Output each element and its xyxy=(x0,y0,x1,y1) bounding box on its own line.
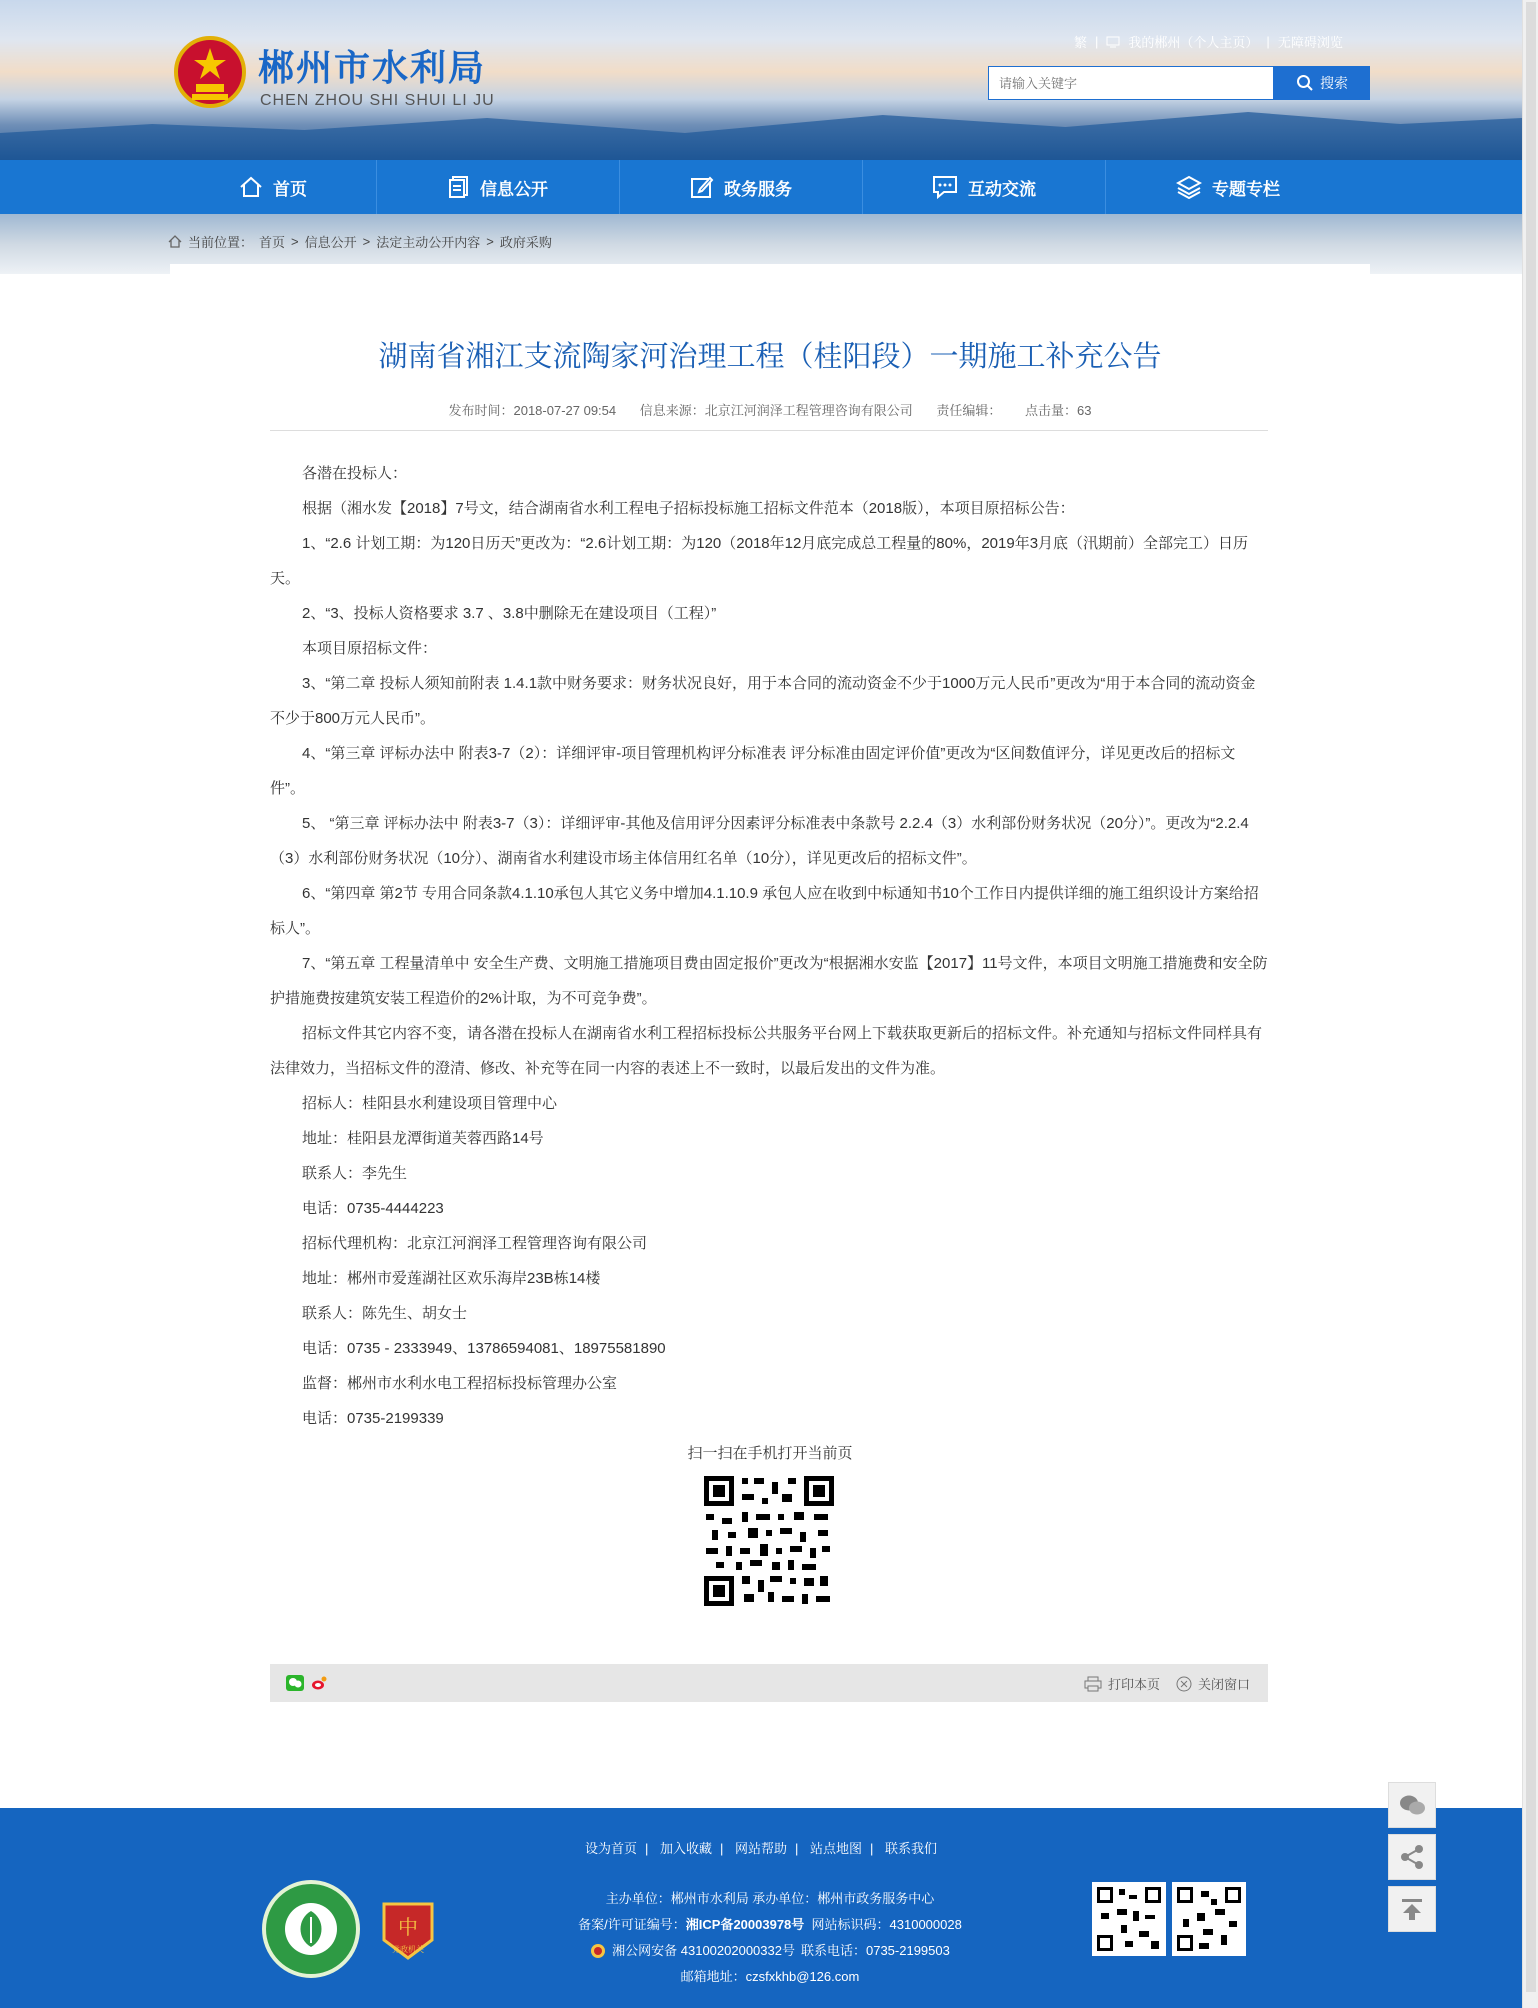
share-icon xyxy=(1399,1844,1425,1870)
my-page-link[interactable]: 我的郴州（个人主页） xyxy=(1128,35,1259,50)
accessibility-link[interactable]: 无障碍浏览 xyxy=(1277,35,1343,50)
scrollbar-thumb[interactable] xyxy=(1526,2,1536,1992)
footer-link-contact[interactable]: 联系我们 xyxy=(885,1841,938,1856)
layers-icon xyxy=(1176,175,1202,199)
close-icon xyxy=(1176,1676,1192,1692)
document-icon xyxy=(448,175,470,199)
paragraph: 4、“第三章 评标办法中 附表3-7（2）：详细评审-项目管理机构评分标准表 评分标准由固定评价值”更改为“区间数值评分，详见更改后的招标文件”。 xyxy=(270,745,1236,797)
footer-email: 邮箱地址：czsfxkhb@126.com xyxy=(680,1969,860,1984)
share-icons xyxy=(286,1675,328,1691)
site-footer xyxy=(0,1808,1522,2008)
footer-info xyxy=(500,1886,1040,1990)
police-record[interactable]: 湘公网安备 43100202000332号 xyxy=(612,1943,795,1958)
paragraph: 地址：郴州市爱莲湖社区欢乐海岸23B栋14楼 xyxy=(302,1270,601,1287)
site-header xyxy=(0,0,1522,160)
arrow-up-icon xyxy=(1399,1896,1425,1922)
search-icon xyxy=(1296,74,1314,92)
breadcrumb-separator: > xyxy=(362,234,371,249)
icp-prefix: 备案/许可证编号： xyxy=(578,1917,686,1932)
breadcrumb-separator: > xyxy=(486,234,494,249)
home-icon xyxy=(239,176,263,198)
svg-text:党政机关: 党政机关 xyxy=(392,1945,424,1954)
qr-code-wechat-icon xyxy=(1092,1882,1166,1956)
divider xyxy=(270,430,1268,431)
wechat-share-icon[interactable] xyxy=(286,1675,304,1691)
paragraph: 电话：0735-2199339 xyxy=(302,1410,444,1427)
nav-label: 专题专栏 xyxy=(1212,179,1280,199)
article-body xyxy=(270,456,1268,1436)
nav-item-info-disclosure[interactable] xyxy=(377,160,619,214)
breadcrumb-item-home[interactable]: 首页 xyxy=(259,235,286,250)
paragraph: 7、“第五章 工程量清单中 安全生产费、文明施工措施项目费由固定报价”更改为“根据湘水安监【2017】11号文件，本项目文明施工措施费和安全防护措施费按建筑安装工程造价的2%计取，为不可竞争费”。 xyxy=(270,955,1268,1007)
footer-links: 设为首页 | 加入收藏 | 网站帮助 | 站点地图 | 联系我们 xyxy=(584,1841,938,1856)
paragraph: 地址：桂阳县龙潭街道芙蓉西路14号 xyxy=(302,1130,544,1147)
host-info: 主办单位：郴州市水利局 承办单位：郴州市政务服务中心 xyxy=(605,1891,935,1906)
paragraph: 招标文件其它内容不变，请各潜在投标人在湖南省水利工程招标投标公共服务平台网上下载获取更新后的招标文件。补充通知与招标文件同样具有法律效力，当招标文件的澄清、修改、补充等在同一内容的表述上不一致时，以最后发出的文件为准。 xyxy=(270,1025,1263,1077)
leaf-icon xyxy=(281,1899,341,1959)
nav-item-home[interactable] xyxy=(170,160,376,214)
paragraph: 联系人：李先生 xyxy=(302,1165,408,1182)
breadcrumb-item-statutory[interactable]: 法定主动公开内容 xyxy=(376,235,481,250)
chat-icon xyxy=(932,175,958,199)
share-bar xyxy=(270,1664,1268,1702)
share-float-button[interactable] xyxy=(1388,1834,1436,1880)
breadcrumb-item-info[interactable]: 信息公开 xyxy=(304,235,357,250)
article-meta xyxy=(270,400,1270,419)
breadcrumb-separator: > xyxy=(291,234,299,249)
police-badge-icon xyxy=(590,1943,606,1959)
qr-caption: 扫一扫在手机打开当前页 xyxy=(687,1445,853,1462)
paragraph: 招标代理机构：北京江河润泽工程管理咨询有限公司 xyxy=(302,1235,648,1252)
nav-item-special-topics[interactable] xyxy=(1106,160,1350,214)
print-links xyxy=(1084,1674,1250,1693)
footer-link-set-home[interactable]: 设为首页 xyxy=(584,1841,637,1856)
paragraph: 1、“2.6 计划工期：为120日历天”更改为：“2.6计划工期：为120（2018年12月底完成总工程量的80%，2019年3月底（汛期前）全部完工）日历天。 xyxy=(270,535,1249,587)
nav-label: 首页 xyxy=(273,179,307,199)
main-nav xyxy=(0,160,1522,214)
publish-time: 发布时间：2018-07-27 09:54 xyxy=(448,403,617,418)
breadcrumb xyxy=(168,232,552,251)
separator: | xyxy=(1266,34,1270,49)
paragraph: 5、 “第三章 评标办法中 附表3-7（3）：详细评审-其他及信用评分因素评分标准表中条款号 2.2.4（3）水利部份财务状况（20分）”。更改为“2.2.4（3）水利部份财务状况（10分）、湖南省水利建设市场主体信用红名单（10分），详见更改后的招标文件”。 xyxy=(270,815,1249,867)
party-gov-badge-icon[interactable] xyxy=(380,1900,436,1962)
footer-link-help[interactable]: 网站帮助 xyxy=(734,1841,787,1856)
paragraph: 各潜在投标人： xyxy=(302,465,408,482)
civilization-badge-icon[interactable] xyxy=(262,1880,360,1978)
monitor-icon xyxy=(1106,36,1120,48)
paragraph: 2、“3、投标人资格要求 3.7 、3.8中删除无在建设项目（工程）” xyxy=(302,605,717,622)
paragraph: 监督：郴州市水利水电工程招标投标管理办公室 xyxy=(302,1375,618,1392)
paragraph: 根据（湘水发【2018】7号文，结合湖南省水利工程电子招标投标施工招标文件范本（2018版），本项目原招标公告： xyxy=(302,500,1075,517)
paragraph: 招标人：桂阳县水利建设项目管理中心 xyxy=(302,1095,558,1112)
top-links xyxy=(1074,32,1343,51)
nav-label: 互动交流 xyxy=(968,179,1036,199)
page-scrollbar[interactable] xyxy=(1522,0,1538,2008)
nav-label: 政务服务 xyxy=(724,179,792,199)
nav-item-gov-services[interactable] xyxy=(620,160,862,214)
breadcrumb-prefix: 当前位置： xyxy=(188,235,254,250)
search-button[interactable] xyxy=(1274,66,1370,100)
wechat-float-button[interactable] xyxy=(1388,1782,1436,1828)
icp-info xyxy=(500,1912,1040,1938)
nav-item-interaction[interactable] xyxy=(863,160,1105,214)
edit-icon xyxy=(690,175,714,199)
icp-number[interactable]: 湘ICP备20003978号 xyxy=(685,1917,805,1932)
search-button-label: 搜索 xyxy=(1320,75,1348,91)
paragraph: 6、“第四章 第2节 专用合同条款4.1.10承包人其它义务中增加4.1.10.9 承包人应在收到中标通知书10个工作日内提供详细的施工组织设计方案给招标人”。 xyxy=(270,885,1259,937)
paragraph: 联系人：陈先生、胡女士 xyxy=(302,1305,468,1322)
national-emblem-icon[interactable] xyxy=(174,34,246,112)
paragraph: 电话：0735-4444223 xyxy=(302,1200,444,1217)
print-button[interactable] xyxy=(1084,1674,1160,1693)
print-label: 打印本页 xyxy=(1107,1677,1160,1692)
search-input[interactable] xyxy=(988,66,1274,100)
qr-code-app-icon xyxy=(1172,1882,1246,1956)
responsible-editor: 责任编辑： xyxy=(936,403,1002,418)
paragraph: 电话：0735 - 2333949、13786594081、18975581890 xyxy=(302,1340,666,1357)
footer-phone: 联系电话：0735-2199503 xyxy=(800,1943,950,1958)
svg-text:中: 中 xyxy=(398,1915,418,1939)
qr-code-icon xyxy=(702,1474,836,1608)
close-window-button[interactable] xyxy=(1176,1674,1250,1693)
close-window-label: 关闭窗口 xyxy=(1197,1677,1250,1692)
paragraph: 本项目原招标文件： xyxy=(302,640,438,657)
info-source: 信息来源：北京江河润泽工程管理咨询有限公司 xyxy=(639,403,913,418)
traditional-chinese-link[interactable]: 繁 xyxy=(1074,35,1088,50)
site-subtitle: CHEN ZHOU SHI SHUI LI JU xyxy=(260,92,495,109)
site-title[interactable]: 郴州市水利局 xyxy=(258,47,487,88)
footer-link-bookmark[interactable]: 加入收藏 xyxy=(659,1841,712,1856)
breadcrumb-item-procurement[interactable]: 政府采购 xyxy=(499,235,552,250)
separator: | xyxy=(1095,34,1099,49)
click-count: 点击量：63 xyxy=(1025,403,1092,418)
wechat-icon xyxy=(1398,1793,1426,1817)
back-to-top-button[interactable] xyxy=(1388,1886,1436,1932)
weibo-share-icon[interactable] xyxy=(310,1675,328,1691)
police-info xyxy=(500,1938,1040,1964)
paragraph: 3、“第二章 投标人须知前附表 1.4.1款中财务要求：财务状况良好，用于本合同的流动资金不少于1000万元人民币”更改为“用于本合同的流动资金不少于800万元人民币”。 xyxy=(270,675,1256,727)
home-icon xyxy=(168,235,182,248)
nav-label: 信息公开 xyxy=(480,179,548,199)
footer-link-sitemap[interactable]: 站点地图 xyxy=(810,1841,863,1856)
printer-icon xyxy=(1084,1676,1102,1692)
site-id: 网站标识码：4310000028 xyxy=(811,1917,962,1932)
article-title: 湖南省湘江支流陶家河治理工程（桂阳段）一期施工补充公告 xyxy=(378,341,1162,373)
